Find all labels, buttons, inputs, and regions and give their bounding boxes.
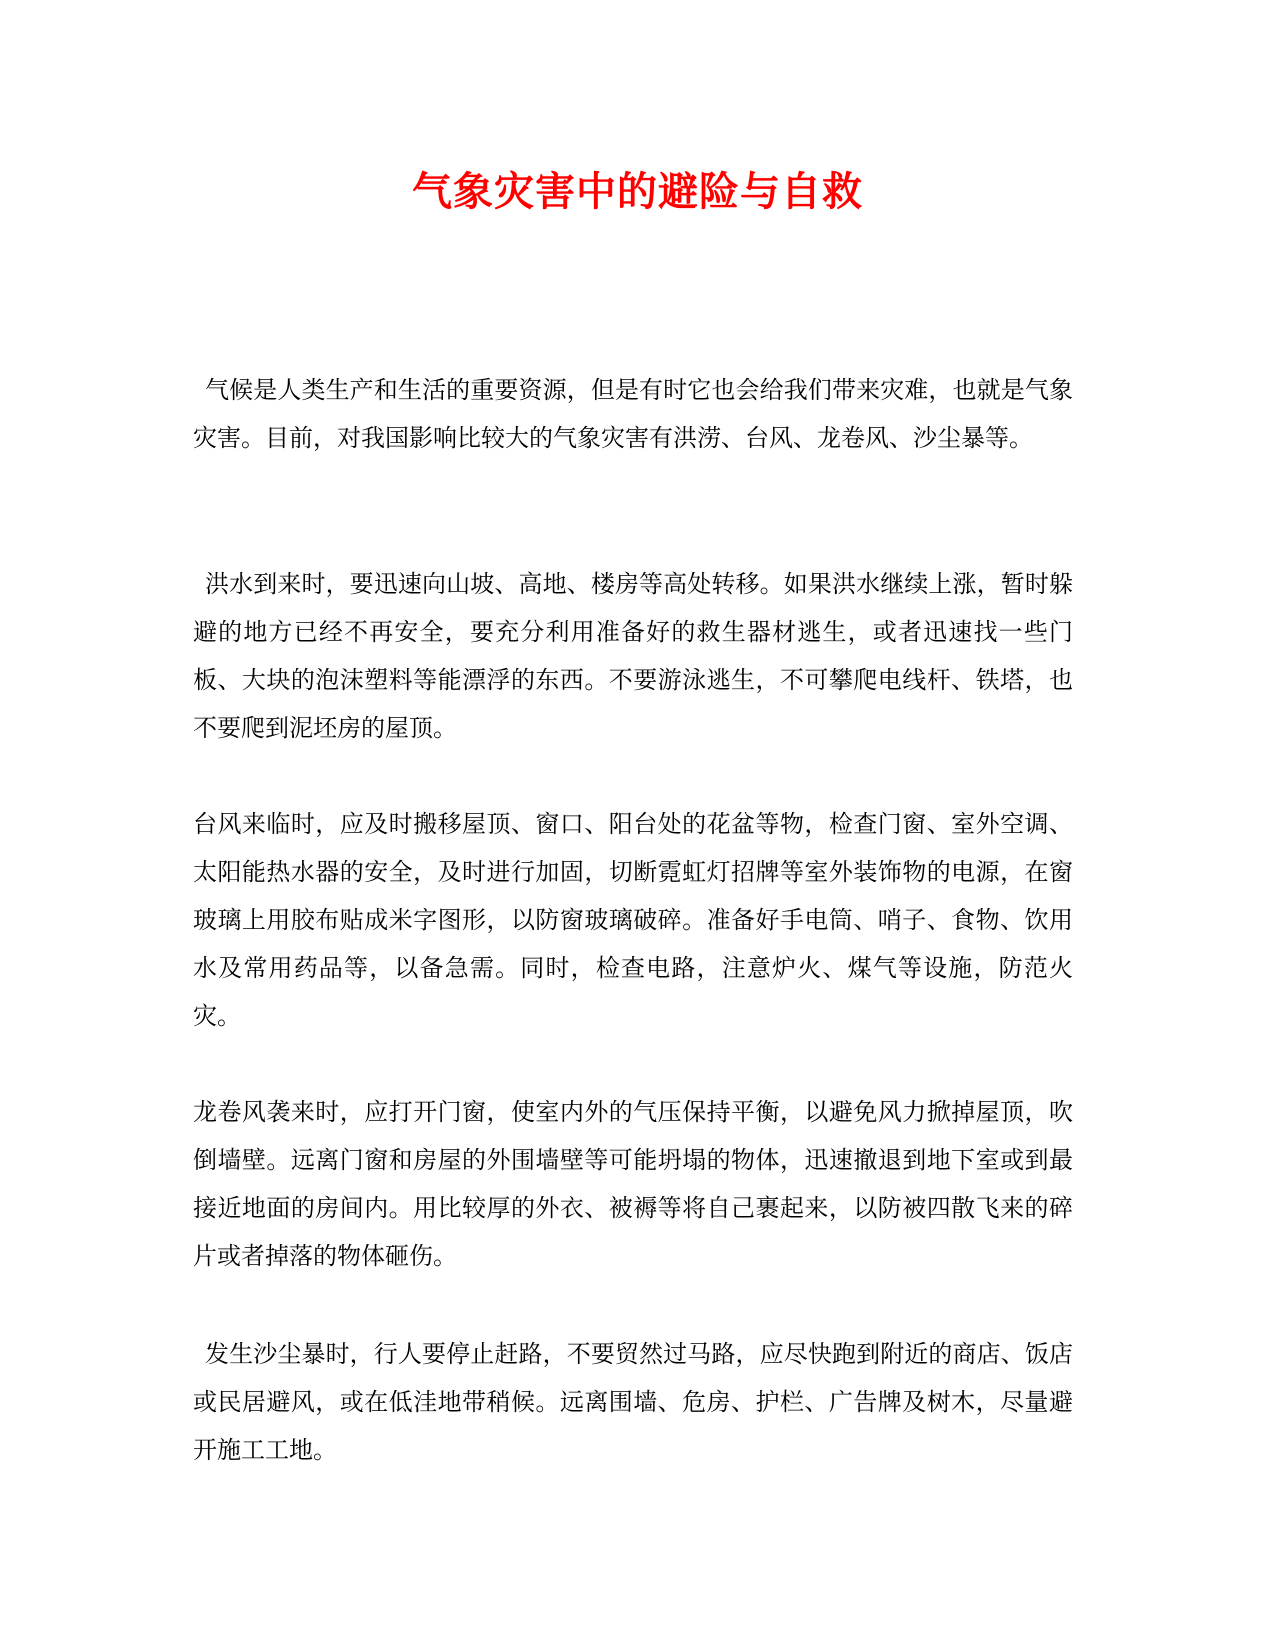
paragraph-tornado: 龙卷风袭来时，应打开门窗，使室内外的气压保持平衡，以避免风力掀掉屋顶，吹倒墙壁。远离门窗和房屋的外围墙壁等可能坍塌的物体，迅速撤退到地下室或到最接近地面的房间内。用比较厚的外衣、被褥等将自己裹起来，以防被四散飞来的碎片或者掉落的物体砸伤。 [193, 1098, 1073, 1270]
paragraph-flood: 洪水到来时，要迅速向山坡、高地、楼房等高处转移。如果洪水继续上涨，暂时躲避的地方已经不再安全，要充分利用准备好的救生器材逃生，或者迅速找一些门板、大块的泡沫塑料等能漂浮的东西。不要游泳逃生，不可攀爬电线杆、铁塔，也不要爬到泥坯房的屋顶。 [193, 570, 1073, 742]
document-title: 气象灾害中的避险与自救 [412, 168, 863, 215]
paragraph-sandstorm: 发生沙尘暴时，行人要停止赶路，不要贸然过马路，应尽快跑到附近的商店、饭店或民居避风，或在低洼地带稍候。远离围墙、危房、护栏、广告牌及树木，尽量避开施工工地。 [193, 1340, 1073, 1464]
paragraph-typhoon: 台风来临时，应及时搬移屋顶、窗口、阳台处的花盆等物，检查门窗、室外空调、太阳能热水器的安全，及时进行加固，切断霓虹灯招牌等室外装饰物的电源，在窗玻璃上用胶布贴成米字图形，以防窗玻璃破碎。准备好手电筒、哨子、食物、饮用水及常用药品等，以备急需。同时，检查电路，注意炉火、煤气等设施，防范火灾。 [193, 810, 1073, 1030]
paragraph-climate-intro: 气候是人类生产和生活的重要资源，但是有时它也会给我们带来灾难，也就是气象灾害。目前，对我国影响比较大的气象灾害有洪涝、台风、龙卷风、沙尘暴等。 [193, 376, 1073, 452]
